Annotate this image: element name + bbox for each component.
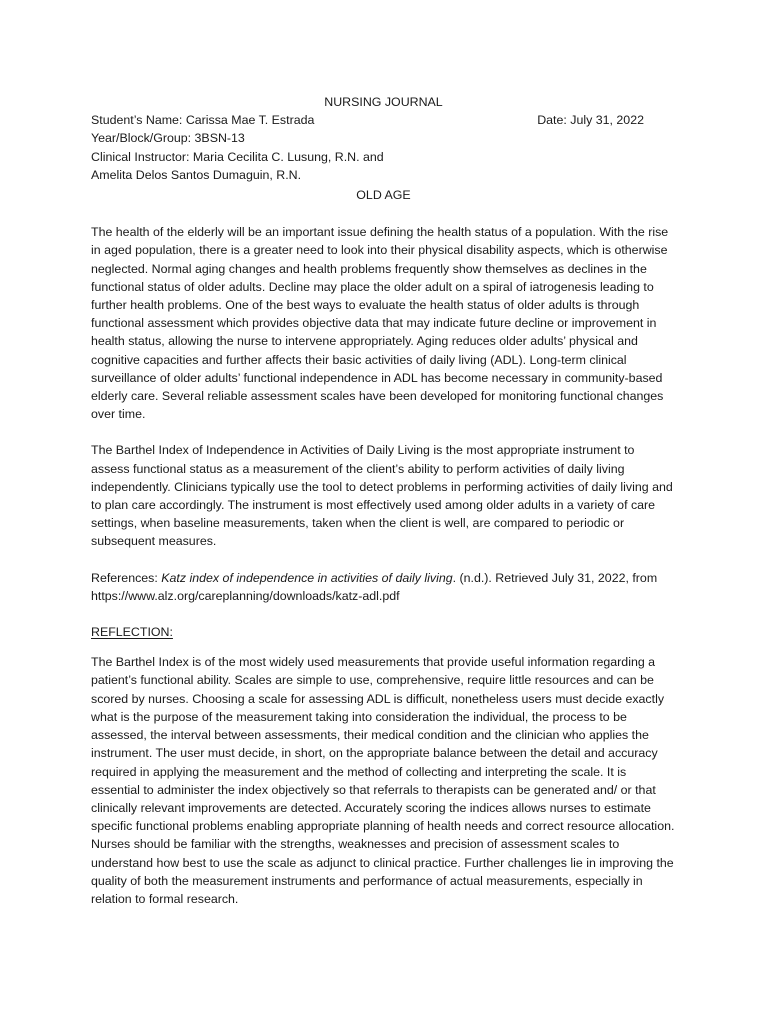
paragraph-intro: The health of the elderly will be an important issue defining the health status of a population. With the rise in aged population, there is a greater need to look into their physical disability aspects, which is otherwise neglected. Normal aging changes and health problems frequently show themselves as declines in the functional status of older adults. Decline may place the older adult on a spiral of iatrogenesis leading to further health problems. One of the best ways to evaluate the health status of older adults is through functional assessment which provides objective data that may indicate future decline or improvement in health status, allowing the nurse to intervene appropriately. Aging reduces older adults’ physical and cognitive capacities and further affects their basic activities of daily living (ADL). Long-term clinical surveillance of older adults’ functional independence in ADL has become necessary in community-based elderly care. Several reliable assessment scales have been developed for monitoring functional changes over time. [91, 225, 669, 422]
topic-heading: OLD AGE [356, 188, 411, 203]
clinical-instructor-line-2: Amelita Delos Santos Dumaguin, R.N. [91, 167, 302, 182]
reflection-heading: REFLECTION: [91, 625, 173, 640]
student-date-row [91, 111, 676, 129]
journal-title: NURSING JOURNAL [324, 95, 443, 109]
references-label: References: [91, 570, 162, 585]
references [91, 569, 676, 605]
references-citation: . (n.d.). Retrieved July 31, 2022, from https://www.alz.org/careplanning/downloads/katz-adl.pdf [91, 570, 658, 603]
journal-date: Date: July 31, 2022 [537, 113, 644, 128]
year-block-group: Year/Block/Group: 3BSN-13 [91, 131, 245, 146]
clinical-instructor-line-1: Clinical Instructor: Maria Cecilita C. Lusung, R.N. and [91, 149, 384, 164]
document-content [91, 93, 676, 908]
references-title: Katz index of independence in activities of daily living [161, 570, 453, 585]
student-name: Student’s Name: Carissa Mae T. Estrada [91, 113, 315, 128]
paragraph-barthel: The Barthel Index of Independence in Activities of Daily Living is the most appropriate instrument to assess functional status as a measurement of the client’s ability to perform activities of daily living independently. Clinicians typically use the tool to detect problems in performing activities of daily living and to plan care accordingly. The instrument is most effectively used among older adults in a variety of care settings, when baseline measurements, taken when the client is well, are compared to periodic or subsequent measures. [91, 443, 673, 549]
paragraph-reflection: The Barthel Index is of the most widely used measurements that provide useful information regarding a patient’s functional ability. Scales are simple to use, comprehensive, require little resources and can be scored by nurses. Choosing a scale for assessing ADL is difficult, nonetheless users must decide exactly what is the purpose of the measurement taking into consideration the individual, the process to be assessed, the interval between assessments, their medical condition and the clinician who applies the instrument. The user must decide, in short, on the appropriate balance between the detail and accuracy required in applying the measurement and the method of collecting and interpreting the scale. It is essential to administer the index objectively so that referrals to therapists can be generated and/ or that clinically relevant improvements are detected. Accurately scoring the indices allows nurses to estimate specific functional problems enabling appropriate planning of health needs and correct resource allocation. Nurses should be familiar with the strengths, weaknesses and precision of assessment scales to understand how best to use the scale as adjunct to clinical practice. Further challenges lie in improving the quality of both the measurement instruments and performance of actual measurements, especially in relation to formal research. [91, 655, 675, 906]
